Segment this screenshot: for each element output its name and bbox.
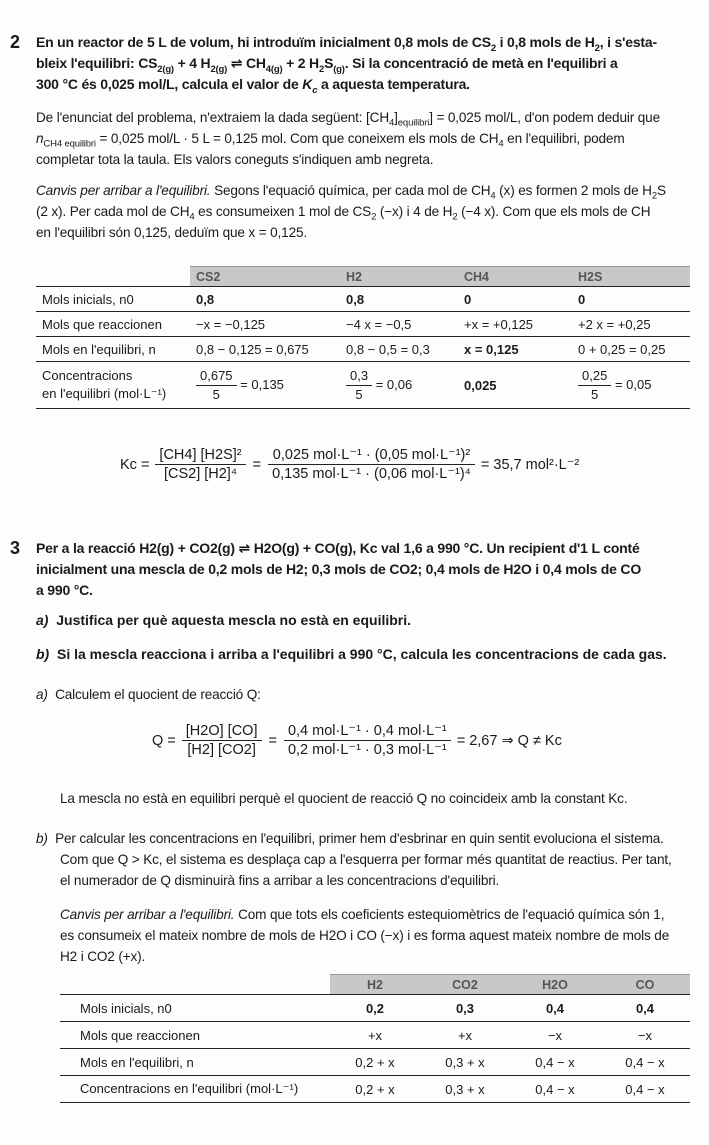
problem-statement: Per a la reacció H2(g) + CO2(g) ⇌ H2O(g) + CO(g), Kc val 1,6 a 990 °C. Un recipient d'1 L conté inicialment una mescla de 0,2 mols de H2; 0,3 mols de CO2; 0,4 mols de H2O i 0,4 mols de CO a 990 °C.: [36, 540, 642, 598]
question-b: b) Si la mescla reacciona i arriba a l'equilibri a 990 °C, calcula les concentracions de cada gas.: [36, 646, 667, 662]
equilibrium-table-p2: [36, 266, 690, 409]
table-row: Mols inicials, n0 0,2 0,3 0,4 0,4: [60, 994, 690, 1022]
table-row: Mols en l'equilibri, n 0,2 + x 0,3 + x 0,4 − x 0,4 − x: [60, 1049, 690, 1076]
question-a: a) Justifica per què aquesta mescla no està en equilibri.: [36, 612, 412, 628]
table-row: Concentracions en l'equilibri (mol·L⁻¹) $\frac{0,675}{5}$ = 0,135 $\frac{0,3}{5}$ = 0,06 0,025 $\frac{0,25}{5}$ = 0,05: [36, 362, 690, 409]
col-header: H2: [330, 974, 420, 994]
problem-number: 2: [10, 32, 21, 52]
col-header: H2S: [572, 266, 690, 286]
col-header: CO2: [420, 974, 510, 994]
col-header: H2O: [510, 974, 600, 994]
col-header: CS2: [190, 266, 340, 286]
solution-paragraph-2: Canvis per arribar a l'equilibri. Segons l'equació química, per cada mol de $CH_4$ (x) es formen 2 mols de $H_2S$ (2 x). Per cada mol de $CH_4$ es consumeixen 1 mol de $CS_2$ (−x) i 4 de $H_2$ (−4 x). Com que els mols de CH en l'equilibri són 0,125, deduïm que x = 0,125.: [36, 183, 666, 240]
col-header: H2: [340, 266, 458, 286]
answer-b: b) Per calcular les concentracions en l'equilibri, primer hem d'esbrinar en quin sentit evoluciona el sistema. Com que Q > Kc, el sistema es desplaça cap a l'esquerra per formar més quantitat de reactius. Per tant, el numerador de Q disminuirà fins a arribar a les concentracions d'equilibri.: [36, 831, 672, 888]
equilibrium-table-p3: [60, 974, 690, 1103]
kc-equation: Kc = $\frac{\text{[CH4] [H2S]²}}{\text{[CS2] [H2]⁴}}$ = $\frac{\text{0,025 mol·L⁻¹ · (0,05 mol·L⁻¹)²}}{\text{0,135 mol·L⁻¹ · (0,06 mol·L⁻¹)⁴}}$ = 35,7 mol²·L⁻²: [120, 447, 580, 482]
table-row: Mols en l'equilibri, n 0,8 − 0,125 = 0,675 0,8 − 0,5 = 0,3 x = 0,125 0 + 0,25 = 0,25: [36, 337, 690, 362]
answer-a: a) Calculem el quocient de reacció Q:: [36, 687, 261, 702]
problem-statement: En un reactor de 5 L de volum, hi introduïm inicialment 0,8 mols de $CS_2$ i 0,8 mols de $H_2$, i s'esta- bleix l'equilibri: $CS_{2(g)} + 4$ $H_{2(g)}$ ⇌ $CH_{4(g)} + 2$ $H_2S_{(g)}$. Si la concentració de metà en l'equilibri a 300 °C és 0,025 mol/L, calcula el valor de $K_c$ a aquesta temperatura.: [36, 34, 657, 96]
answer-b-changes: Canvis per arribar a l'equilibri. Com que tots els coeficients estequiomètrics de l'equació química són 1, es consumeix el mateix nombre de mols de H2O i CO (−x) i es forma aquest mateix nombre de mols de H2 i CO2 (+x).: [60, 907, 670, 964]
problem-2: [10, 32, 690, 243]
table-row: Mols que reaccionen +x +x −x −x: [60, 1022, 690, 1049]
table-row: Concentracions en l'equilibri (mol·L⁻¹) 0,2 + x 0,3 + x 0,4 − x 0,4 − x: [60, 1076, 690, 1103]
answer-a-conclusion: La mescla no està en equilibri perquè el quocient de reacció Q no coincideix amb la constant Kc.: [60, 791, 628, 806]
problem-3: [10, 538, 690, 601]
problem-number: 3: [10, 538, 21, 558]
col-header: CH4: [458, 266, 572, 286]
solution-paragraph-1: De l'enunciat del problema, n'extraiem la dada següent: $[CH_4]_{equilibri}] = 0,025$ mol/L, d'on podem deduir que $n_{CH4 equilibri} = 0,025$ mol/L · 5 L = 0,125 mol. Com que coneixem els mols de $CH_4$ en l'equilibri, podem completar tota la taula. Els valors coneguts s'indiquen amb negreta.: [36, 110, 660, 167]
col-header: CO: [600, 974, 690, 994]
table-row: Mols que reaccionen −x = −0,125 −4 x = −0,5 +x = +0,125 +2 x = +0,25: [36, 312, 690, 337]
table-row: Mols inicials, n0 0,8 0,8 0 0: [36, 286, 690, 312]
q-equation: Q = $\frac{[H2O] [CO]}{[H2] [CO2]}$ = $\frac{\text{0,4 mol·L⁻¹ · 0,4 mol·L⁻¹}}{\text{0,2 mol·L⁻¹ · 0,3 mol·L⁻¹}}$ = 2,67 ⇒ Q ≠ Kc: [152, 723, 562, 758]
